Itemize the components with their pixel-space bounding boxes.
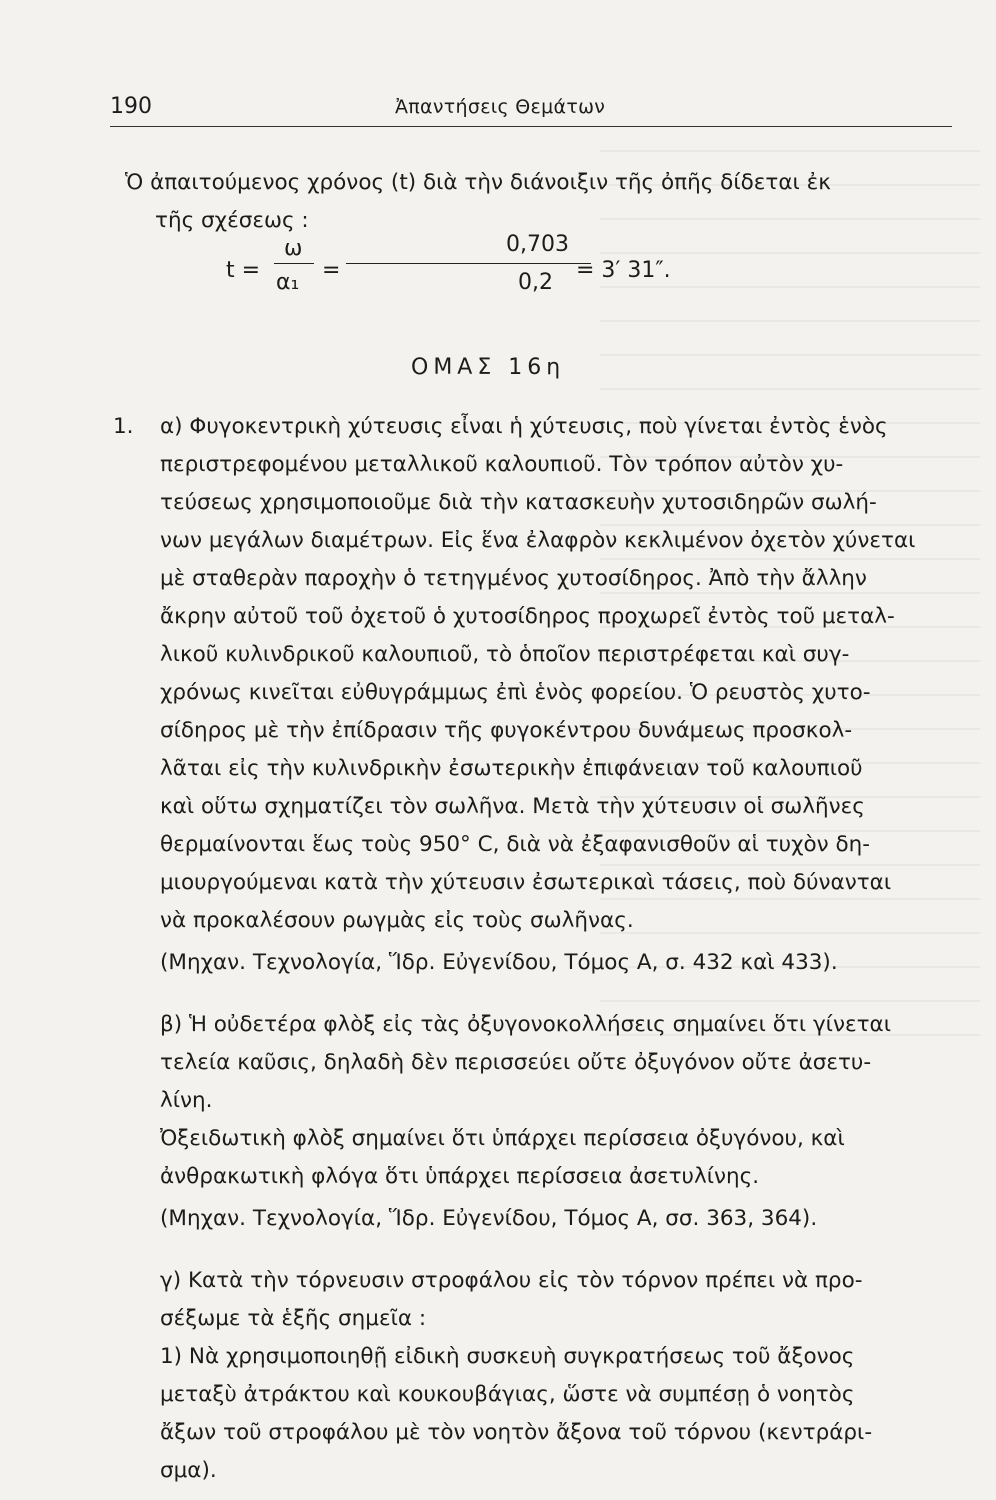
text-line: τῆς σχέσεως : — [155, 208, 309, 233]
text-line: μεταξὺ ἀτράκτου καὶ κουκουβάγιας, ὥστε νὰ συμπέσῃ ὁ νοητὸς — [160, 1382, 855, 1407]
page-number: 190 — [110, 94, 152, 119]
fraction-bar — [274, 263, 314, 264]
reference: (Μηχαν. Τεχνολογία, Ἵδρ. Εὐγενίδου, Τόμος Α, σσ. 363, 364). — [160, 1206, 818, 1231]
formula-result: = 3′ 31″. — [576, 258, 671, 283]
formula — [226, 232, 671, 302]
text-line: σίδηρος μὲ τὴν ἐπίδρασιν τῆς φυγοκέντρου δυνάμεως προσκολ- — [160, 718, 853, 743]
item-number: 1. — [113, 414, 134, 439]
fraction-bar — [346, 263, 591, 264]
text-line: νὰ προκαλέσουν ρωγμὰς εἰς τοὺς σωλῆνας. — [160, 908, 634, 933]
text-line: β) Ἡ οὐδετέρα φλὸξ εἰς τὰς ὀξυγονοκολλήσεις σημαίνει ὅτι γίνεται — [160, 1012, 891, 1037]
formula-denominator: 0,2 — [518, 270, 553, 295]
formula-numerator: ω — [284, 236, 303, 261]
formula-equals: = — [322, 258, 341, 283]
text-line: τελεία καῦσις, δηλαδὴ δὲν περισσεύει οὔτε ὀξυγόνον οὔτε ἀσετυ- — [160, 1050, 872, 1075]
text-line: καὶ οὕτω σχηματίζει τὸν σωλῆνα. Μετὰ τὴν χύτευσιν οἱ σωλῆνες — [160, 794, 865, 819]
running-title: Ἀπαντήσεις Θεμάτων — [395, 96, 606, 118]
text-line: ἄξων τοῦ στροφάλου μὲ τὸν νοητὸν ἄξονα τοῦ τόρνου (κεντράρι- — [160, 1420, 873, 1445]
text-line: λίνη. — [160, 1088, 213, 1113]
text-line: μὲ σταθερὰν παροχὴν ὁ τετηγμένος χυτοσίδηρος. Ἀπὸ τὴν ἄλλην — [160, 566, 867, 591]
text-line: ἄκρην αὐτοῦ τοῦ ὀχετοῦ ὁ χυτοσίδηρος προχωρεῖ ἐντὸς τοῦ μεταλ- — [160, 604, 895, 629]
text-line: Ὀξειδωτικὴ φλὸξ σημαίνει ὅτι ὑπάρχει περίσσεια ὀξυγόνου, καὶ — [160, 1126, 845, 1151]
text-line: λικοῦ κυλινδρικοῦ καλουπιοῦ, τὸ ὁποῖον περιστρέφεται καὶ συγ- — [160, 642, 850, 667]
text-line: σέξωμε τὰ ἑξῆς σημεῖα : — [160, 1306, 427, 1331]
text-line: χρόνως κινεῖται εὐθυγράμμως ἐπὶ ἑνὸς φορείου. Ὁ ρευστὸς χυτο- — [160, 680, 871, 705]
formula-lhs: t = — [226, 258, 261, 283]
text-line: α) Φυγοκεντρικὴ χύτευσις εἶναι ἡ χύτευσις, ποὺ γίνεται ἐντὸς ἑνὸς — [160, 414, 888, 439]
text-line: σμα). — [160, 1458, 217, 1483]
text-line: νων μεγάλων διαμέτρων. Εἰς ἕνα ἐλαφρὸν κεκλιμένον ὀχετὸν χύνεται — [160, 528, 916, 553]
formula-denominator: α₁ — [276, 270, 300, 295]
bleed-through — [600, 150, 980, 1050]
text-line: τεύσεως χρησιμοποιοῦμε διὰ τὴν κατασκευὴν χυτοσιδηρῶν σωλή- — [160, 490, 877, 515]
text-line: ἀνθρακωτικὴ φλόγα ὅτι ὑπάρχει περίσσεια ἀσετυλίνης. — [160, 1164, 760, 1189]
text-line: 1) Νὰ χρησιμοποιηθῇ εἰδικὴ συσκευὴ συγκρατήσεως τοῦ ἄξονος — [160, 1344, 855, 1369]
text-line: γ) Κατὰ τὴν τόρνευσιν στροφάλου εἰς τὸν τόρνον πρέπει νὰ προ- — [160, 1268, 863, 1293]
text-line: θερμαίνονται ἕως τοὺς 950° C, διὰ νὰ ἐξαφανισθοῦν αἱ τυχὸν δη- — [160, 832, 871, 857]
text-line: Ὁ ἀπαιτούμενος χρόνος (t) διὰ τὴν διάνοιξιν τῆς ὀπῆς δίδεται ἐκ — [125, 170, 831, 195]
section-heading: ΟΜΑΣ 16η — [411, 355, 566, 380]
text-line: λᾶται εἰς τὴν κυλινδρικὴν ἐσωτερικὴν ἐπιφάνειαν τοῦ καλουπιοῦ — [160, 756, 863, 781]
text-line: περιστρεφομένου μεταλλικοῦ καλουπιοῦ. Τὸν τρόπον αὐτὸν χυ- — [160, 452, 844, 477]
reference: (Μηχαν. Τεχνολογία, Ἵδρ. Εὐγενίδου, Τόμος Α, σ. 432 καὶ 433). — [160, 950, 838, 975]
formula-numerator: 0,703 — [506, 232, 569, 257]
page-header — [110, 92, 952, 127]
text-line: μιουργούμεναι κατὰ τὴν χύτευσιν ἐσωτερικαὶ τάσεις, ποὺ δύνανται — [160, 870, 892, 895]
